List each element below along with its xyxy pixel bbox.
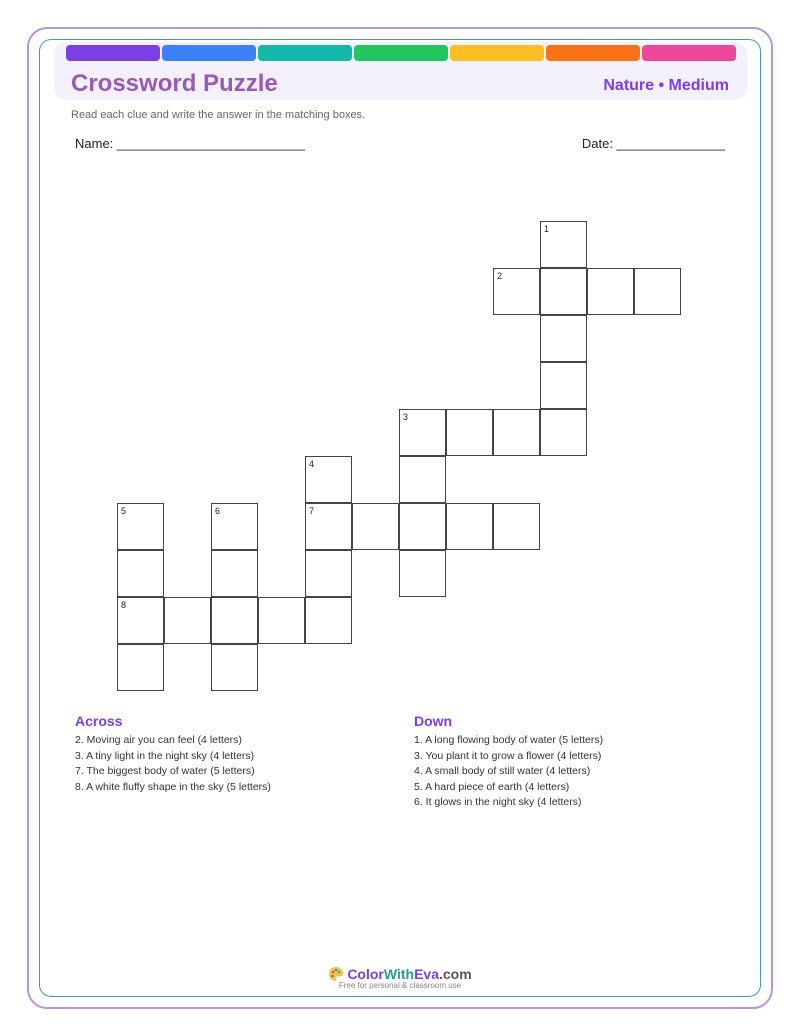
crossword-cell[interactable]: [305, 456, 352, 503]
instructions-text: Read each clue and write the answer in the matching boxes.: [71, 109, 366, 121]
color-stripe-2: [162, 45, 256, 61]
crossword-cell[interactable]: [399, 456, 446, 503]
across-clue: 8. A white fluffy shape in the sky (5 letters): [75, 780, 271, 793]
clue-number: 6: [215, 506, 221, 516]
crossword-cell[interactable]: [399, 409, 446, 456]
down-clue: 6. It glows in the night sky (4 letters): [414, 796, 582, 808]
across-clue-list: [75, 733, 395, 795]
down-heading: Down: [414, 713, 453, 729]
brand-color: Color: [347, 966, 384, 982]
footer: [0, 966, 800, 990]
down-clue-list: [414, 733, 734, 811]
brand-eva: Eva: [414, 966, 439, 982]
color-stripe-bar: [66, 45, 736, 61]
crossword-cell[interactable]: [117, 503, 164, 550]
clue-number: 5: [121, 506, 127, 516]
down-clue: 4. A small body of still water (4 letters): [414, 765, 591, 777]
crossword-cell[interactable]: [540, 315, 587, 362]
crossword-cell[interactable]: [399, 550, 446, 597]
color-stripe-4: [354, 45, 448, 61]
crossword-cell[interactable]: [164, 597, 211, 644]
crossword-cell[interactable]: [211, 597, 258, 644]
crossword-cell[interactable]: [446, 503, 493, 550]
color-stripe-7: [642, 45, 736, 61]
crossword-cell[interactable]: [540, 221, 587, 268]
down-clue: 5. A hard piece of earth (4 letters): [414, 780, 570, 793]
crossword-cell[interactable]: [493, 503, 540, 550]
crossword-cell[interactable]: [258, 597, 305, 644]
crossword-cell[interactable]: [399, 503, 446, 550]
across-clues: [75, 713, 395, 795]
across-clue: 7. The biggest body of water (5 letters): [75, 765, 255, 777]
clue-number: 8: [121, 600, 127, 610]
color-stripe-1: [66, 45, 160, 61]
clue-number: 3: [403, 412, 409, 422]
crossword-cell[interactable]: [352, 503, 399, 550]
color-stripe-3: [258, 45, 352, 61]
name-field[interactable]: Name: __________________________: [75, 136, 305, 151]
crossword-cell[interactable]: [540, 268, 587, 315]
clue-number: 1: [544, 224, 550, 234]
color-stripe-5: [450, 45, 544, 61]
clue-number: 4: [309, 459, 315, 469]
brand-with: With: [383, 966, 415, 982]
crossword-cell[interactable]: [211, 644, 258, 691]
across-clue: 2. Moving air you can feel (4 letters): [75, 734, 242, 746]
down-clues: [414, 713, 734, 811]
crossword-cell[interactable]: [305, 550, 352, 597]
down-clue: 3. You plant it to grow a flower (4 letters): [414, 749, 602, 762]
color-stripe-6: [546, 45, 640, 61]
brand-domain: .com: [439, 966, 472, 982]
footer-brand[interactable]: [0, 966, 800, 982]
down-clue: 1. A long flowing body of water (5 letters): [414, 734, 604, 746]
crossword-cell[interactable]: [117, 597, 164, 644]
date-field[interactable]: Date: _______________: [581, 136, 725, 151]
crossword-cell[interactable]: [446, 409, 493, 456]
puzzle-theme-difficulty: Nature • Medium: [603, 77, 729, 94]
crossword-cell[interactable]: [305, 503, 352, 550]
crossword-cell[interactable]: [117, 644, 164, 691]
crossword-cell[interactable]: [540, 409, 587, 456]
crossword-cell[interactable]: [634, 268, 681, 315]
across-clue: 3. A tiny light in the night sky (4 letters): [75, 749, 255, 762]
crossword-cell[interactable]: [305, 597, 352, 644]
page-title: Crossword Puzzle: [71, 70, 278, 97]
crossword-cell[interactable]: [493, 268, 540, 315]
crossword-cell[interactable]: [117, 550, 164, 597]
crossword-cell[interactable]: [540, 362, 587, 409]
clue-number: 2: [497, 271, 503, 281]
crossword-cell[interactable]: [493, 409, 540, 456]
across-heading: Across: [75, 713, 123, 729]
crossword-cell[interactable]: [211, 550, 258, 597]
clue-number: 7: [309, 506, 315, 516]
crossword-cell[interactable]: [587, 268, 634, 315]
footer-tagline: Free for personal & classroom use: [338, 981, 462, 990]
palette-icon: [328, 966, 344, 982]
crossword-cell[interactable]: [211, 503, 258, 550]
